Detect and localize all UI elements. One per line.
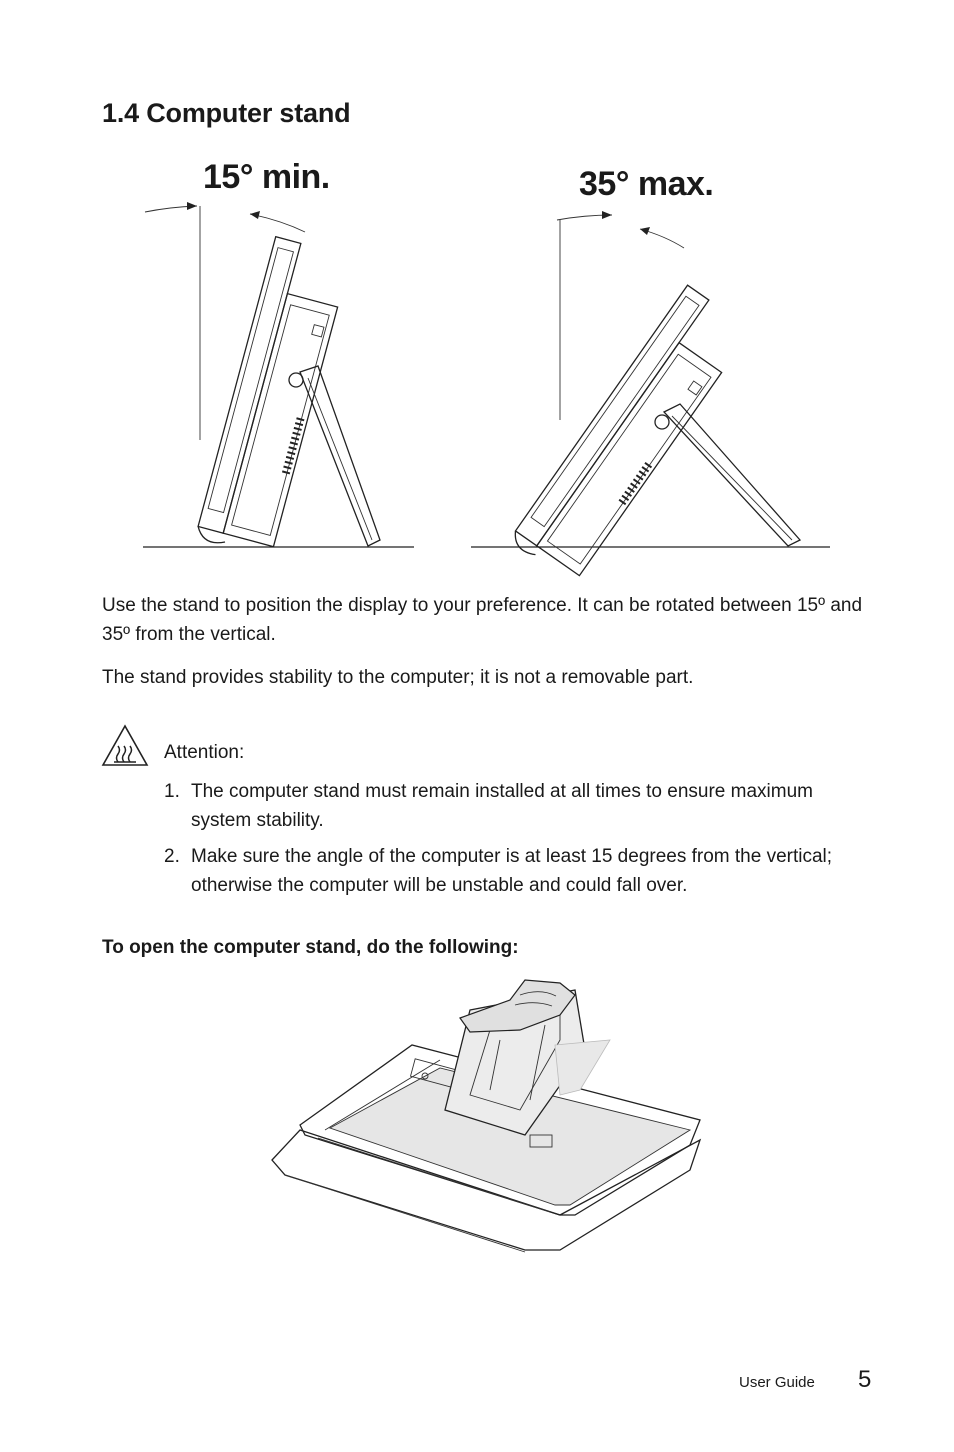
paragraph-stability: The stand provides stability to the computer; it is not a removable part. bbox=[102, 667, 694, 688]
max-angle-label: 35° max. bbox=[579, 165, 714, 203]
footer-label: User Guide bbox=[739, 1374, 815, 1391]
page-number: 5 bbox=[858, 1366, 872, 1393]
min-angle-label: 15° min. bbox=[203, 158, 330, 196]
list-item-number: 2. bbox=[164, 846, 180, 867]
list-item-text: The computer stand must remain installed at all times to ensure maximum system stability. bbox=[191, 781, 813, 831]
list-item-number: 1. bbox=[164, 781, 180, 802]
instructions-heading: To open the computer stand, do the following: bbox=[102, 937, 519, 958]
section-title: 1.4 Computer stand bbox=[102, 98, 351, 128]
list-item-text: Make sure the angle of the computer is at least 15 degrees from the vertical; otherwise the computer will be unstable and could fall over. bbox=[191, 846, 833, 896]
attention-label: Attention: bbox=[164, 742, 245, 763]
paragraph-rotation: Use the stand to position the display to your preference. It can be rotated between 15º and 35º from the vertical. bbox=[102, 595, 863, 645]
